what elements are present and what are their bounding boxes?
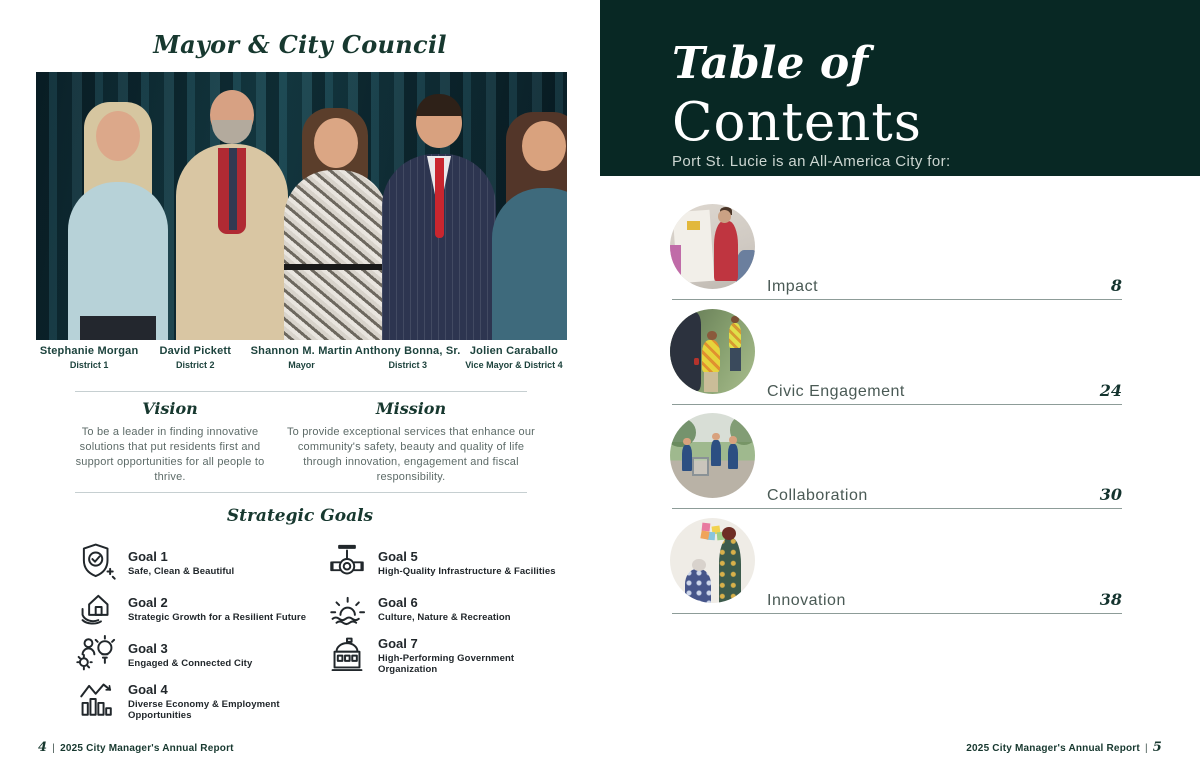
mission-heading: Mission [375, 399, 447, 418]
divider [75, 492, 527, 493]
toc-entry-innovation[interactable] [600, 518, 1200, 618]
toc-entry-impact[interactable] [600, 204, 1200, 304]
figure-head [522, 121, 566, 171]
vision-text: To be a leader in finding innovative solutions that put residents first and support opportunities for all people to thrive. [75, 426, 265, 483]
figure-torso [284, 170, 388, 340]
photo-shape [730, 347, 740, 371]
goal-description: High-Quality Infrastructure & Facilities [378, 566, 556, 577]
mission-text: To provide exceptional services that enhance our community's safety, beauty and quality of life through innovation, engagement and fiscal responsibility. [286, 426, 536, 483]
page-title: Mayor & City Council [153, 30, 447, 59]
figure-torso [492, 188, 567, 340]
toc-entry-label: Collaboration [767, 487, 868, 504]
photo-shape [704, 370, 718, 392]
council-member-figure [380, 94, 498, 340]
vision-section [62, 399, 278, 485]
council-names-row [36, 345, 567, 370]
goal-label: Goal 2 [128, 595, 168, 610]
member-name: Shannon M. Martin [250, 345, 353, 357]
goal-item-7 [326, 632, 568, 678]
toc-title-line1: Table of [672, 38, 869, 89]
photo-shape [719, 538, 741, 603]
photo-shape [736, 250, 755, 289]
figure-tie [229, 148, 237, 230]
toc-entry-page-number: 30 [1099, 485, 1122, 504]
member-role: Vice Mayor & District 4 [465, 360, 563, 370]
council-member-figure [64, 102, 174, 340]
figure-hair [416, 94, 462, 116]
photo-shape [711, 440, 721, 466]
goal-item-5 [326, 540, 568, 586]
house-in-hand-icon [76, 586, 118, 633]
footer-separator: | [52, 743, 56, 754]
divider [75, 391, 527, 392]
goal-description: High-Performing Government Organization [378, 652, 515, 675]
photo-shape [707, 331, 716, 340]
toc-entry-page-number: 8 [1110, 276, 1122, 295]
toc-entry-label: Civic Engagement [767, 383, 905, 400]
strategic-goals-grid [76, 540, 568, 724]
goal-description: Culture, Nature & Recreation [378, 612, 511, 623]
collaboration-photo [670, 413, 755, 498]
figure-head [96, 111, 140, 161]
council-member-figure [276, 108, 396, 340]
toc-entry-label: Impact [767, 278, 819, 295]
mission-section [284, 399, 538, 485]
photo-shape [729, 436, 737, 444]
council-member-figure [174, 90, 290, 340]
goal-item-6 [326, 586, 568, 632]
toc-divider [672, 508, 1122, 509]
toc-divider [672, 404, 1122, 405]
photo-shape [729, 323, 742, 349]
photo-shape [692, 457, 709, 476]
figure-belt [284, 264, 388, 270]
council-member-caption [355, 345, 461, 370]
page-number: 4 [38, 740, 48, 755]
photo-shape [670, 312, 701, 390]
vision-heading: Vision [142, 399, 198, 418]
sun-over-water-icon [326, 586, 368, 633]
goal-item-4 [76, 678, 326, 724]
goal-label: Goal 6 [378, 595, 418, 610]
goal-label: Goal 4 [128, 681, 168, 697]
toc-entry-collaboration[interactable] [600, 413, 1200, 513]
footer-separator: | [1144, 743, 1148, 754]
left-page-footer [38, 740, 234, 755]
council-member-caption [248, 345, 354, 370]
photo-shape [714, 221, 738, 281]
photo-shape [685, 569, 711, 603]
page-number: 5 [1152, 740, 1162, 755]
photo-shape [692, 559, 706, 571]
toc-entry-civic-engagement[interactable] [600, 309, 1200, 409]
photo-shape [731, 316, 739, 324]
member-name: Jolien Caraballo [469, 345, 558, 357]
toc-banner [600, 0, 1200, 176]
goal-description: Safe, Clean & Beautiful [128, 566, 235, 577]
shield-check-icon [76, 540, 118, 587]
toc-title-line2: Contents [672, 92, 922, 153]
goal-label: Goal 1 [128, 549, 168, 564]
council-member-caption [36, 345, 142, 370]
toc-entry-page-number: 24 [1099, 381, 1122, 400]
footer-text: 2025 City Manager's Annual Report [60, 743, 234, 754]
photo-shape [702, 340, 720, 372]
toc-entry-label: Innovation [767, 592, 846, 609]
figure-tie [435, 158, 444, 238]
goal-label: Goal 3 [128, 641, 168, 656]
goal-item-2 [76, 586, 326, 632]
figure-head [314, 118, 358, 168]
member-name: Stephanie Morgan [39, 345, 139, 357]
member-name: David Pickett [159, 345, 232, 357]
government-building-icon [326, 632, 368, 679]
figure-beard [212, 120, 252, 144]
council-member-caption [461, 345, 567, 370]
member-role: District 3 [388, 360, 427, 370]
member-role: District 1 [69, 360, 109, 370]
photo-shape [683, 438, 691, 446]
photo-shape [728, 444, 738, 470]
council-member-caption [142, 345, 248, 370]
photo-shape [670, 245, 681, 289]
figure-pants [80, 316, 156, 340]
photo-shape [718, 210, 731, 223]
toc-divider [672, 299, 1122, 300]
toc-divider [672, 613, 1122, 614]
strategic-goals-heading: Strategic Goals [226, 506, 374, 526]
member-name: Anthony Bonna, Sr. [354, 345, 461, 357]
photo-shape [712, 433, 720, 441]
member-role: Mayor [288, 360, 315, 370]
bar-chart-trend-icon [76, 678, 118, 725]
goal-label: Goal 5 [378, 549, 418, 564]
innovation-photo [670, 518, 755, 603]
goal-label: Goal 7 [378, 635, 418, 651]
photo-shape [687, 221, 700, 230]
photo-shape [682, 445, 692, 471]
right-page-footer [966, 740, 1162, 755]
pipe-valve-icon [326, 540, 368, 587]
goal-item-3 [76, 632, 326, 678]
photo-shape [700, 530, 709, 539]
impact-photo [670, 204, 755, 289]
photo-shape [694, 358, 699, 365]
person-idea-network-icon [76, 632, 118, 679]
member-role: District 2 [176, 360, 215, 370]
footer-text: 2025 City Manager's Annual Report [966, 743, 1140, 754]
civic-engagement-photo [670, 309, 755, 394]
council-group-photo [36, 72, 567, 340]
council-member-figure [488, 112, 567, 340]
right-page [600, 0, 1200, 776]
goal-description: Strategic Growth for a Resilient Future [128, 612, 307, 623]
toc-entry-page-number: 38 [1099, 590, 1122, 609]
goal-item-1 [76, 540, 326, 586]
goal-description: Engaged & Connected City [128, 658, 253, 669]
toc-subtitle: Port St. Lucie is an All-America City for: [672, 153, 951, 170]
goal-description: Diverse Economy & Employment Opportunities [128, 698, 280, 721]
